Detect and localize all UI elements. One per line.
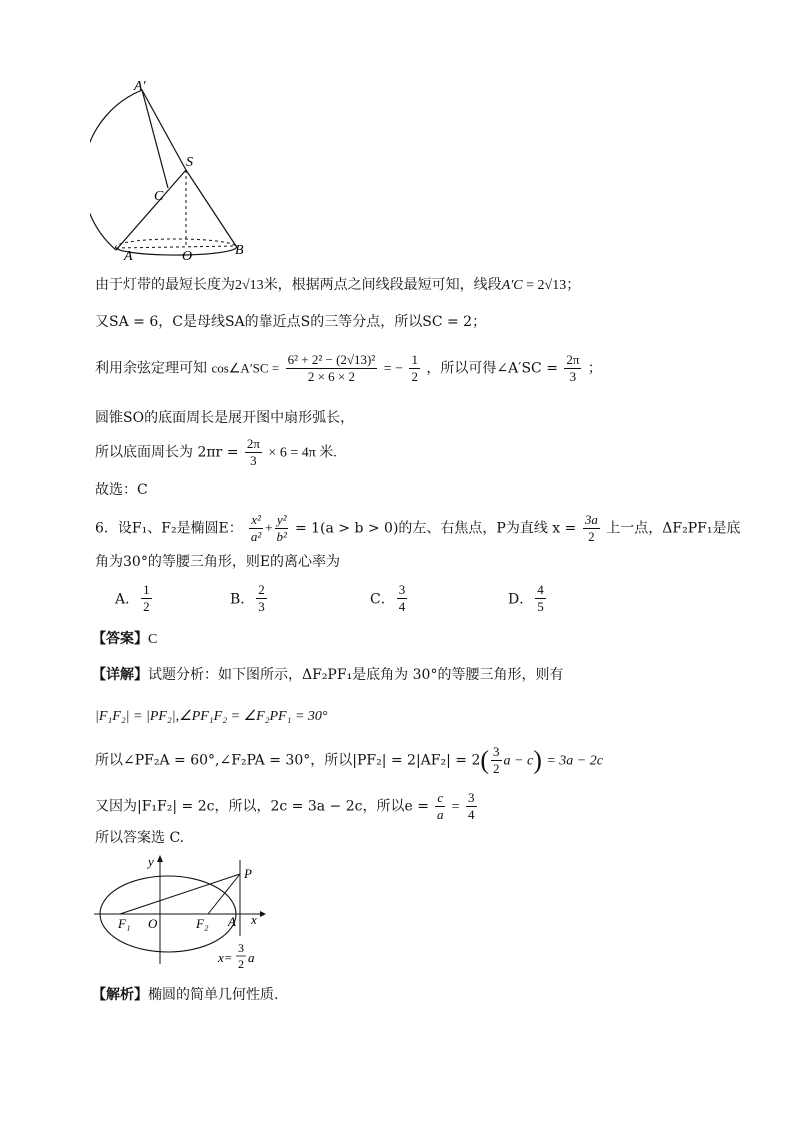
label-S: S [186, 155, 193, 170]
option-d[interactable]: D． $\frac{4}{5}$ [508, 582, 544, 614]
eq1-line: |F₁F₂| = |PF₂|,∠PF₁F₂ = ∠F₂PF₁ = 30° [95, 709, 328, 724]
eq3-line: 又因为|F₁F₂| = 2c，所以，2c = 3a − 2c，所以e = $\frac{c}{a}$ = $\frac{3}{4}$ [95, 790, 475, 822]
label-y: y [148, 854, 154, 869]
segment-S-B [186, 170, 236, 246]
label-P: P [244, 866, 252, 881]
segment-S-A [116, 170, 186, 250]
option-b[interactable]: B． $\frac{2}{3}$ [230, 582, 265, 614]
sol5-line6: 故选：C [95, 482, 148, 498]
conclusion-line: 所以答案选 C. [95, 830, 185, 846]
cone-figure [90, 78, 260, 268]
label-F1: F₁ [118, 916, 131, 931]
q6-line1: 6．设F₁、F₂是椭圆E： $\frac{\text{x²}}{\text{a²}}$ + $\frac{\text{y²}}{\text{b²}}$ = 1(a > b > 0)的左、右焦点，P为直线 x = $\frac{3a}{2}$ 上一点，ΔF₂PF₁是底 [95, 512, 741, 544]
label-B: B [235, 243, 244, 258]
label-O2: O [148, 916, 158, 931]
base-back [116, 239, 236, 248]
sector-arc [90, 90, 142, 250]
segment-A-prime-C [142, 90, 168, 188]
label-line-num: 3 [238, 941, 244, 955]
cos-fraction: $\frac{\text{6² + 2² − (2√13)²}}{2 \times 6 \times 2}$ [287, 352, 376, 384]
eq2-line: 所以∠PF₂A = 60°,∠F₂PA = 30°，所以|PF₂| = 2|AF₂| = 2( $\frac{3}{2}$ a − c) = 3a − 2c [95, 744, 603, 776]
y-axis-arrow [157, 855, 163, 862]
label-F2: F₂ [196, 916, 209, 931]
label-A2: A [228, 914, 236, 929]
label-C: C [154, 189, 164, 204]
label-x: x [251, 912, 257, 927]
analysis-line: 【解析】椭圆的简单几何性质. [92, 987, 279, 1003]
answer-tag: 【答案】 [92, 631, 148, 647]
q6-line2: 角为30°的等腰三角形，则E的离心率为 [95, 554, 341, 570]
option-c[interactable]: C． $\frac{3}{4}$ [370, 582, 406, 614]
x-axis-arrow [260, 911, 266, 917]
segment-A-prime-S [142, 90, 186, 170]
sol5-line5: 所以底面周长为 2πr = $\frac{2\pi}{3}$ × 6 = 4π 米. [95, 436, 337, 468]
diameter-AB [116, 246, 236, 248]
sol5-line4: 圆锥SO的底面周长是展开图中扇形弧长， [95, 410, 355, 426]
label-line-den: 2 [238, 957, 244, 971]
label-line-a: a [248, 950, 255, 965]
label-O: O [182, 249, 193, 264]
label-A: A [124, 249, 133, 264]
sol5-line2: 又SA = 6，C是母线SA的靠近点S的三等分点，所以SC = 2； [95, 314, 487, 330]
label-line-x: x= [218, 950, 233, 965]
q6-options [115, 582, 615, 622]
answer-line: 【答案】C [92, 631, 158, 647]
analysis-tag: 【解析】 [92, 987, 148, 1003]
sol5-line1: 由于灯带的最短长度为2√13米，根据两点之间线段最短可知，线段A′C = 2√13； [95, 277, 581, 293]
sol5-line3: 利用余弦定理可知 cos∠A′SC = $\frac{\text{6² + 2² − (2√13)²}}{2 \times 6 \times 2}$ = − $\frac{1}{2}$ ，所以可得∠A′SC = $\frac{2\pi}{3}$ ； [95, 352, 602, 384]
label-A-prime: A′ [134, 79, 146, 94]
ellipse-figure [90, 852, 280, 972]
option-a[interactable]: A． $\frac{1}{2}$ [115, 582, 150, 614]
detail-line: 【详解】试题分析：如下图所示，ΔF₂PF₁是底角为 30°的等腰三角形，则有 [92, 667, 564, 683]
detail-tag: 【详解】 [92, 667, 148, 683]
